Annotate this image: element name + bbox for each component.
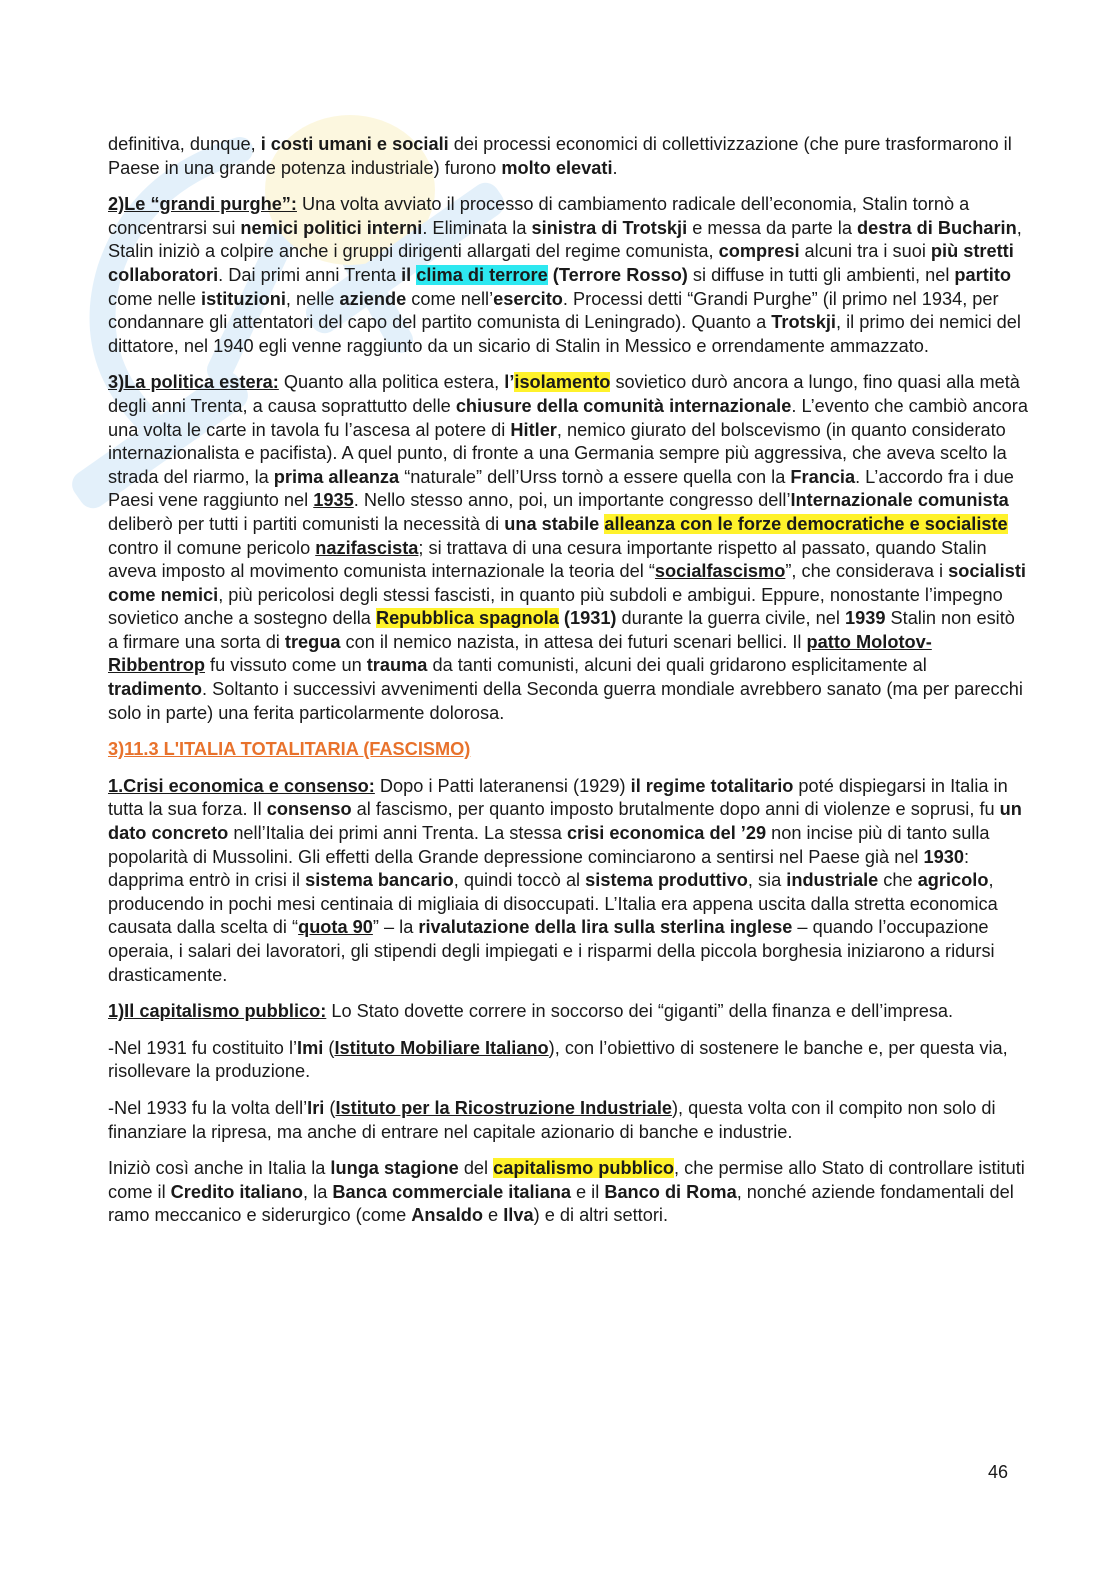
- document-body: [108, 133, 1028, 1241]
- paragraph-foreign-policy: 3)La politica estera: Quanto alla politica estera, l’isolamento sovietico durò ancora a lungo, fino quasi alla metà degli anni Trenta, a causa soprattutto delle chiusure della comunità internazionale. L’evento che cambiò ancora una volta le carte in tavola fu l’ascesa al potere di Hitler, nemico giurato del bolscevismo (in quanto considerato internazionalista e pacifista). A quel punto, di fronte a una Germania sempre più aggressiva, che aveva scelto la strada del riarmo, la prima alleanza “naturale” dell’Urss tornò a essere quella con la Francia. L’accordo fra i due Paesi vene raggiunto nel 1935. Nello stesso anno, poi, un importante congresso dell’Internazionale comunista deliberò per tutti i partiti comunisti la necessità di una stabile alleanza con le forze democratiche e socialiste contro il comune pericolo nazifascista; si trattava di una cesura importante rispetto al passato, quando Stalin aveva imposto al movimento comunista internazionale la teoria del “socialfascismo”, che considerava i socialisti come nemici, più pericolosi degli stessi fascisti, in quanto più subdoli e ambigui. Eppure, nonostante l’impegno sovietico anche a sostegno della Repubblica spagnola (1931) durante la guerra civile, nel 1939 Stalin non esitò a firmare una sorta di tregua con il nemico nazista, in attesa dei futuri scenari bellici. Il patto Molotov-Ribbentrop fu vissuto come un trauma da tanti comunisti, alcuni dei quali gridarono esplicitamente al tradimento. Soltanto i successivi avvenimenti della Seconda guerra mondiale avrebbero sanato (ma per parecchi solo in parte) una ferita particolarmente dolorosa.: [108, 372, 1028, 723]
- page-number: 46: [988, 1462, 1009, 1482]
- paragraph-iri: -Nel 1933 fu la volta dell’Iri (Istituto per la Ricostruzione Industriale), questa volta con il compito non solo di finanziare la ripresa, ma anche di entrare nel capitale azionario di banche e industrie.: [108, 1097, 996, 1142]
- paragraph-imi: -Nel 1931 fu costituito l’Imi (Istituto Mobiliare Italiano), con l’obiettivo di sostenere le banche e, per questa via, risollevare la produzione.: [108, 1037, 1008, 1082]
- highlight-public-capitalism: capitalismo pubblico: [493, 1158, 675, 1179]
- highlight-alliance: alleanza con le forze democratiche e socialiste: [604, 513, 1008, 534]
- highlight-isolation: isolamento: [514, 372, 611, 393]
- paragraph-economic-crisis: 1.Crisi economica e consenso: Dopo i Patti lateranensi (1929) il regime totalitario poté dispiegarsi in Italia in tutta la sua forza. Il consenso al fascismo, per quanto imposto brutalmente dopo anni di violenze e soprusi, fu un dato concreto nell’Italia dei primi anni Trenta. La stessa crisi economica del ’29 non incise più di tanto sulla popolarità di Mussolini. Gli effetti della Grande depressione cominciarono a sentirsi nel Paese già nel 1930: dapprima entrò in crisi il sistema bancario, quindi toccò al sistema produttivo, sia industriale che agricolo, producendo in pochi mesi centinaia di migliaia di disoccupati. L’Italia era appena uscita dalla stretta economica causata dalla scelta di “quota 90” – la rivalutazione della lira sulla sterlina inglese – quando l’occupazione operaia, i salari dei lavoratori, gli stipendi degli impiegati e i risparmi della piccola borghesia iniziarono a ridursi drasticamente.: [108, 775, 1022, 985]
- section-title-public-capitalism: 1)Il capitalismo pubblico:: [108, 1001, 327, 1022]
- paragraph-public-capitalism: 1)Il capitalismo pubblico: Lo Stato dovette correre in soccorso dei “giganti” della finanza e dell’impresa.: [108, 1001, 954, 1022]
- paragraph-great-purges: 2)Le “grandi purghe”: Una volta avviato il processo di cambiamento radicale dell’economia, Stalin tornò a concentrarsi sui nemici politici interni. Eliminata la sinistra di Trotskji e messa da parte la destra di Bucharin, Stalin iniziò a colpire anche i gruppi dirigenti allargati del regime comunista, compresi alcuni tra i suoi più stretti collaboratori. Dai primi anni Trenta il clima di terrore (Terrore Rosso) si diffuse in tutti gli ambienti, nel partito come nelle istituzioni, nelle aziende come nell’esercito. Processi detti “Grandi Purghe” (il primo nel 1934, per condannare gli attentatori del capo del partito comunista di Leningrado). Quanto a Trotskji, il primo dei nemici del dittatore, nel 1940 egli venne raggiunto da un sicario di Stalin in Messico e orrendamente ammazzato.: [108, 194, 1022, 356]
- section-title-foreign-policy: 3)La politica estera:: [108, 372, 279, 393]
- section-title-great-purges: 2)Le “grandi purghe”:: [108, 194, 297, 215]
- paragraph-collectivization-costs: definitiva, dunque, i costi umani e sociali dei processi economici di collettivizzazione (che pure trasformarono il Paese in una grande potenza industriale) furono molto elevati.: [108, 134, 1012, 178]
- highlight-spanish-republic: Repubblica spagnola: [375, 608, 559, 629]
- paragraph-long-season: Iniziò così anche in Italia la lunga stagione del capitalismo pubblico, che permise allo Stato di controllare istituti come il Credito italiano, la Banca commerciale italiana e il Banco di Roma, nonché aziende fondamentali del ramo meccanico e siderurgico (come Ansaldo e Ilva) e di altri settori.: [108, 1158, 1025, 1226]
- highlight-climate-of-terror: clima di terrore: [416, 264, 548, 285]
- section-title-economic-crisis: 1.Crisi economica e consenso:: [108, 775, 375, 796]
- section-heading-italia-totalitaria: 3)11.3 L'ITALIA TOTALITARIA (FASCISMO): [108, 739, 471, 760]
